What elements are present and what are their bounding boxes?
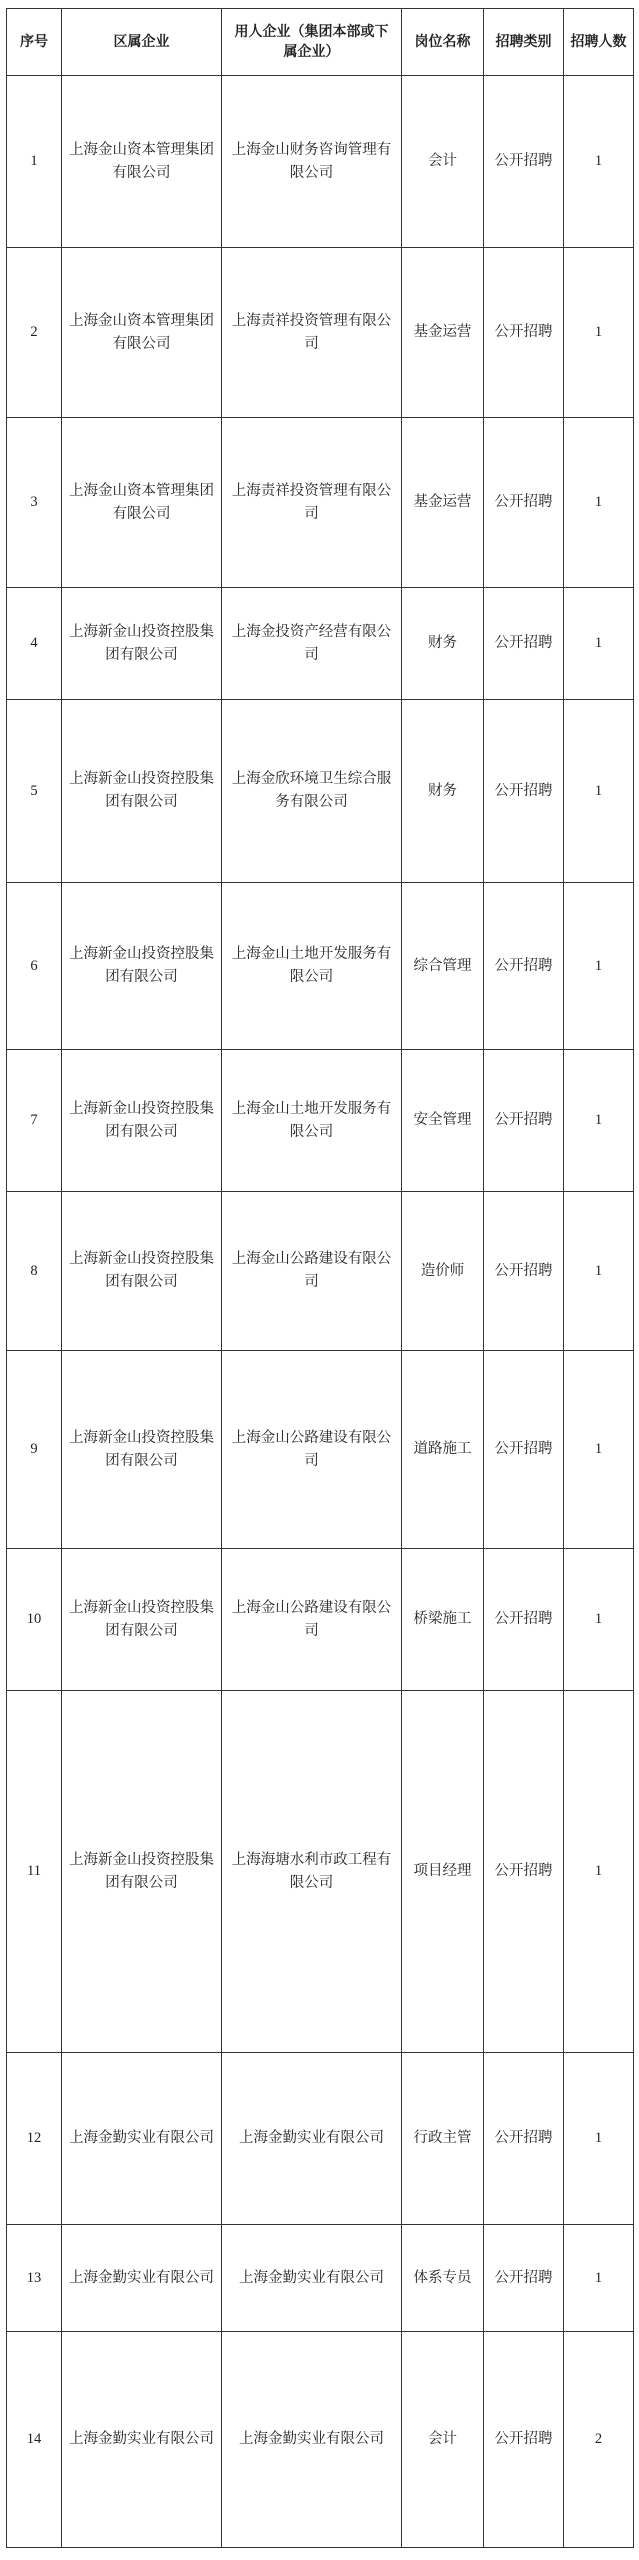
table-row	[7, 1691, 634, 2053]
table-header-row	[7, 9, 634, 76]
cell-position: 会计	[402, 2332, 484, 2548]
header-count: 招聘人数	[564, 9, 634, 76]
cell-district-company: 上海新金山投资控股集团有限公司	[62, 588, 222, 700]
cell-seq: 1	[7, 76, 62, 248]
cell-employer: 上海金山公路建设有限公司	[222, 1192, 402, 1351]
cell-employer: 上海金投资产经营有限公司	[222, 588, 402, 700]
cell-category: 公开招聘	[484, 1351, 564, 1549]
cell-district-company: 上海金勤实业有限公司	[62, 2332, 222, 2548]
cell-position: 综合管理	[402, 883, 484, 1050]
table-row	[7, 700, 634, 883]
cell-count: 1	[564, 1691, 634, 2053]
cell-seq: 6	[7, 883, 62, 1050]
cell-category: 公开招聘	[484, 248, 564, 418]
cell-category: 公开招聘	[484, 2332, 564, 2548]
cell-category: 公开招聘	[484, 76, 564, 248]
cell-position: 财务	[402, 700, 484, 883]
cell-seq: 13	[7, 2225, 62, 2332]
cell-count: 1	[564, 418, 634, 588]
cell-count: 1	[564, 2053, 634, 2225]
cell-count: 1	[564, 248, 634, 418]
cell-employer: 上海金山财务咨询管理有限公司	[222, 76, 402, 248]
cell-category: 公开招聘	[484, 588, 564, 700]
cell-category: 公开招聘	[484, 1691, 564, 2053]
cell-category: 公开招聘	[484, 883, 564, 1050]
cell-position: 会计	[402, 76, 484, 248]
cell-count: 1	[564, 588, 634, 700]
table-row	[7, 588, 634, 700]
cell-count: 1	[564, 1050, 634, 1192]
cell-district-company: 上海新金山投资控股集团有限公司	[62, 1050, 222, 1192]
cell-count: 1	[564, 2225, 634, 2332]
cell-district-company: 上海新金山投资控股集团有限公司	[62, 1549, 222, 1691]
cell-district-company: 上海金山资本管理集团有限公司	[62, 76, 222, 248]
table-row	[7, 1351, 634, 1549]
cell-seq: 14	[7, 2332, 62, 2548]
cell-position: 行政主管	[402, 2053, 484, 2225]
cell-employer: 上海金山公路建设有限公司	[222, 1549, 402, 1691]
cell-district-company: 上海金山资本管理集团有限公司	[62, 248, 222, 418]
cell-seq: 2	[7, 248, 62, 418]
cell-position: 财务	[402, 588, 484, 700]
table-row	[7, 883, 634, 1050]
cell-position: 项目经理	[402, 1691, 484, 2053]
cell-seq: 9	[7, 1351, 62, 1549]
cell-district-company: 上海新金山投资控股集团有限公司	[62, 700, 222, 883]
cell-category: 公开招聘	[484, 1549, 564, 1691]
cell-district-company: 上海金勤实业有限公司	[62, 2053, 222, 2225]
cell-category: 公开招聘	[484, 1050, 564, 1192]
cell-position: 基金运营	[402, 418, 484, 588]
cell-count: 2	[564, 2332, 634, 2548]
cell-seq: 4	[7, 588, 62, 700]
cell-employer: 上海责祥投资管理有限公司	[222, 418, 402, 588]
cell-employer: 上海金勤实业有限公司	[222, 2332, 402, 2548]
cell-seq: 8	[7, 1192, 62, 1351]
cell-position: 安全管理	[402, 1050, 484, 1192]
cell-position: 桥梁施工	[402, 1549, 484, 1691]
cell-seq: 11	[7, 1691, 62, 2053]
header-position: 岗位名称	[402, 9, 484, 76]
cell-category: 公开招聘	[484, 2053, 564, 2225]
cell-district-company: 上海新金山投资控股集团有限公司	[62, 1192, 222, 1351]
cell-category: 公开招聘	[484, 700, 564, 883]
cell-employer: 上海金勤实业有限公司	[222, 2225, 402, 2332]
cell-seq: 7	[7, 1050, 62, 1192]
cell-employer: 上海海塘水利市政工程有限公司	[222, 1691, 402, 2053]
table-row	[7, 2332, 634, 2548]
header-category: 招聘类别	[484, 9, 564, 76]
cell-employer: 上海金山公路建设有限公司	[222, 1351, 402, 1549]
table-row	[7, 2225, 634, 2332]
cell-employer: 上海金勤实业有限公司	[222, 2053, 402, 2225]
cell-district-company: 上海新金山投资控股集团有限公司	[62, 1351, 222, 1549]
cell-position: 体系专员	[402, 2225, 484, 2332]
recruitment-table	[6, 8, 634, 2548]
cell-employer: 上海金山土地开发服务有限公司	[222, 883, 402, 1050]
cell-employer: 上海责祥投资管理有限公司	[222, 248, 402, 418]
cell-position: 造价师	[402, 1192, 484, 1351]
cell-category: 公开招聘	[484, 418, 564, 588]
cell-count: 1	[564, 76, 634, 248]
table-row	[7, 2053, 634, 2225]
header-district-company: 区属企业	[62, 9, 222, 76]
table-row	[7, 1050, 634, 1192]
header-seq: 序号	[7, 9, 62, 76]
cell-position: 基金运营	[402, 248, 484, 418]
table-row	[7, 248, 634, 418]
header-employer: 用人企业（集团本部或下属企业）	[222, 9, 402, 76]
table-row	[7, 1192, 634, 1351]
cell-district-company: 上海新金山投资控股集团有限公司	[62, 883, 222, 1050]
cell-seq: 10	[7, 1549, 62, 1691]
cell-seq: 12	[7, 2053, 62, 2225]
table-row	[7, 418, 634, 588]
cell-district-company: 上海新金山投资控股集团有限公司	[62, 1691, 222, 2053]
table-row	[7, 1549, 634, 1691]
cell-count: 1	[564, 700, 634, 883]
cell-district-company: 上海金山资本管理集团有限公司	[62, 418, 222, 588]
cell-seq: 5	[7, 700, 62, 883]
table-row	[7, 76, 634, 248]
cell-category: 公开招聘	[484, 2225, 564, 2332]
cell-seq: 3	[7, 418, 62, 588]
cell-employer: 上海金欣环境卫生综合服务有限公司	[222, 700, 402, 883]
cell-category: 公开招聘	[484, 1192, 564, 1351]
cell-count: 1	[564, 883, 634, 1050]
cell-count: 1	[564, 1351, 634, 1549]
cell-count: 1	[564, 1192, 634, 1351]
cell-employer: 上海金山土地开发服务有限公司	[222, 1050, 402, 1192]
cell-district-company: 上海金勤实业有限公司	[62, 2225, 222, 2332]
cell-position: 道路施工	[402, 1351, 484, 1549]
cell-count: 1	[564, 1549, 634, 1691]
